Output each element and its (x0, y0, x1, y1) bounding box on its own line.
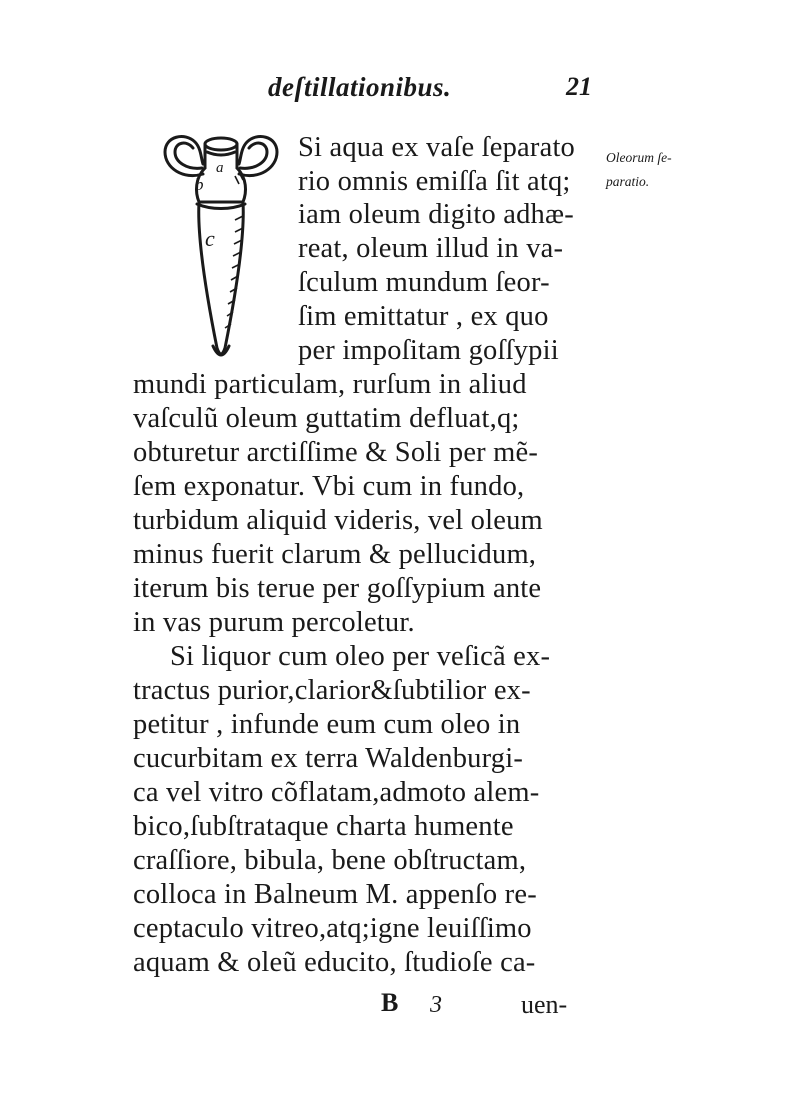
catchword: uen- (521, 990, 568, 1019)
figure-label-c: c (205, 226, 215, 251)
text-line: ſim emittatur , ex quo (298, 301, 549, 332)
text-line: ceptaculo vitreo,atq;igne leuiſſimo (133, 913, 532, 944)
text-line: iterum bis terue per goſſypium ante (133, 573, 542, 604)
text-line: Si aqua ex vaſe ſeparato (298, 132, 576, 163)
page-number: 21 (566, 72, 592, 101)
signature-mark: B (381, 988, 399, 1017)
marginal-note-line: paratio. (606, 174, 650, 189)
text-line: Si liquor cum oleo per veſicã ex- (170, 641, 551, 672)
text-line: vaſculũ oleum guttatim defluat,q; (133, 403, 520, 434)
running-title: deſtillationibus. (268, 72, 452, 102)
text-line: obturetur arctiſſime & Soli per mẽ- (133, 437, 539, 468)
signature-number: 3 (430, 992, 442, 1018)
text-line: ſculum mundum ſeor- (298, 267, 550, 298)
text-line: tractus purior,clarior&ſubtilior ex- (133, 675, 531, 706)
figure-label-a: a (216, 160, 224, 176)
text-line: bico,ſubſtrataque charta humente (133, 811, 514, 842)
amphora-illustration (155, 128, 287, 368)
marginal-note (606, 146, 698, 194)
text-line: per impoſitam goſſypii (298, 335, 559, 366)
text-line: mundi particulam, rurſum in aliud (133, 369, 527, 400)
text-line: colloca in Balneum M. appenſo re- (133, 879, 537, 910)
marginal-note-line: Oleorum ſe- (606, 150, 672, 165)
text-line: minus fuerit clarum & pellucidum, (133, 539, 537, 570)
text-line: petitur , infunde eum cum oleo in (133, 709, 521, 740)
text-line: aquam & oleũ educito, ſtudioſe ca- (133, 947, 536, 978)
text-line: ca vel vitro cõflatam,admoto alem- (133, 777, 540, 808)
text-line: cucurbitam ex terra Waldenburgi- (133, 743, 524, 774)
text-line: reat, oleum illud in va- (298, 233, 564, 264)
text-line: rio omnis emiſſa ſit atq; (298, 166, 571, 197)
text-line: in vas purum percoletur. (133, 607, 415, 638)
text-line: ſem exponatur. Vbi cum in fundo, (133, 471, 525, 502)
text-line: turbidum aliquid videris, vel oleum (133, 505, 543, 536)
figure-label-b: b (195, 175, 204, 194)
text-line: craſſiore, bibula, bene obſtructam, (133, 845, 527, 876)
text-line: iam oleum digito adhæ- (298, 199, 574, 230)
